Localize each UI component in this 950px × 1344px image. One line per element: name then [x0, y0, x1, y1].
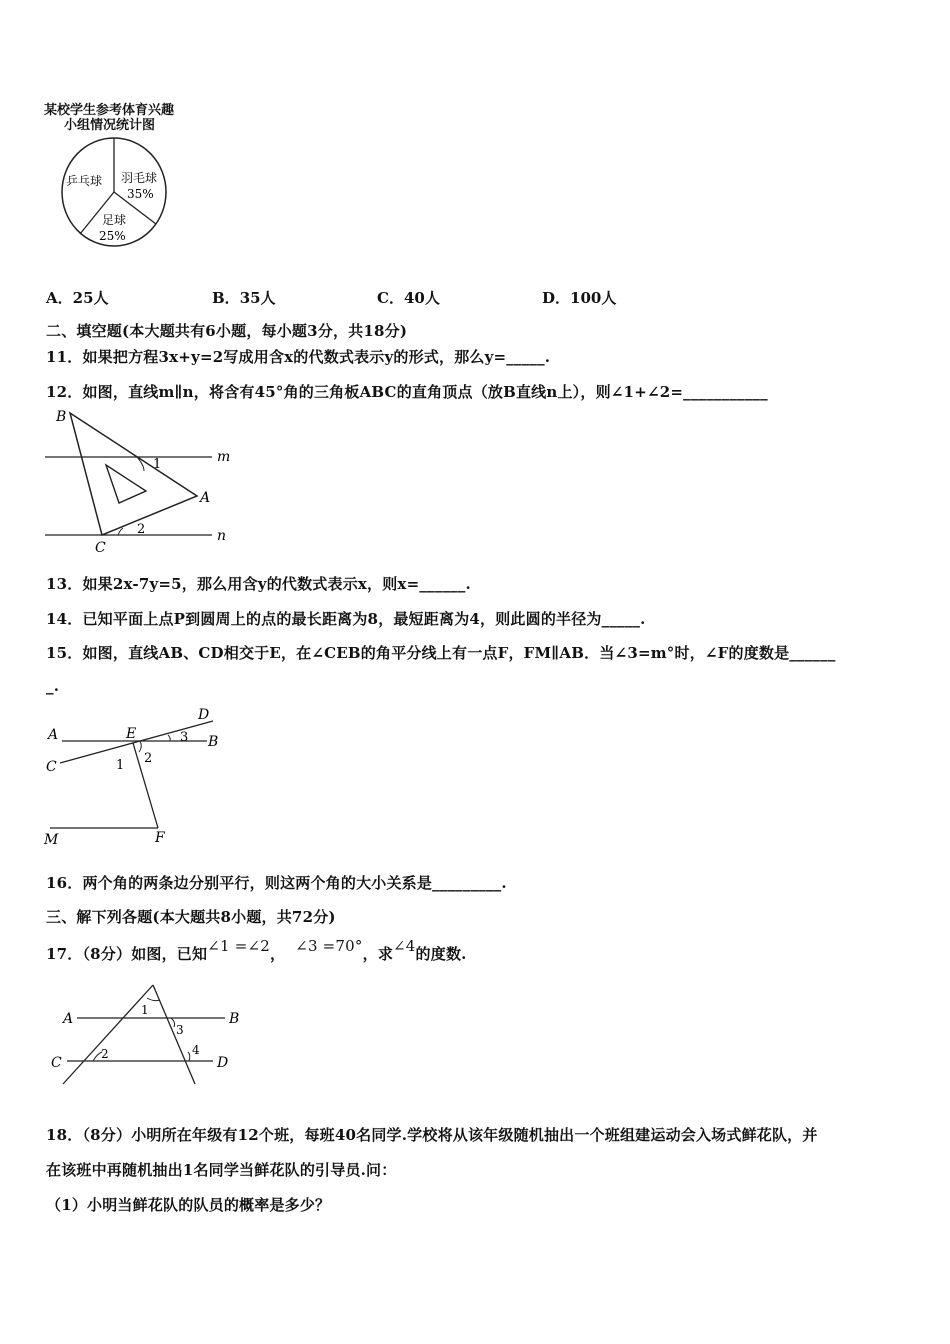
- fig15-label-3: 3: [180, 730, 189, 745]
- pie-slice-percent-badminton: 35%: [127, 187, 154, 201]
- option-a: [46, 287, 109, 308]
- fig17-label-1: 1: [141, 1003, 149, 1017]
- question-12: 12．如图，直线m∥n，将含有45°角的三角板ABC的直角顶点（放B直线n上），则∠1+∠2=___________: [46, 383, 768, 401]
- q17-prefix: 17．（8分）如图，已知: [46, 945, 208, 963]
- fig17-label-c: C: [51, 1055, 62, 1071]
- option-d-letter: D．: [542, 289, 571, 307]
- section2-heading: 二、填空题(本大题共有6小题，每小题3分，共18分): [46, 322, 408, 340]
- figure-17: [45, 980, 245, 1090]
- fig15-label-m: M: [44, 832, 59, 848]
- fig17-angle4-arc: [188, 1052, 190, 1061]
- option-b-letter: B．: [212, 289, 240, 307]
- pie-title-line1: 某校学生参考体育兴趣: [44, 103, 175, 118]
- section3-heading: 三、解下列各题(本大题共8小题，共72分): [46, 908, 336, 926]
- fig17-line-left-transversal: [63, 985, 153, 1084]
- option-d-text: 100人: [570, 289, 617, 307]
- question-16: 16．两个角的两条边分别平行，则这两个角的大小关系是_________.: [46, 874, 507, 892]
- pie-chart: [55, 135, 175, 250]
- fig17-label-d: D: [217, 1055, 229, 1071]
- option-c-text: 40人: [403, 289, 440, 307]
- fig15-label-d: D: [198, 707, 210, 723]
- fig17-angle3-arc: [171, 1018, 175, 1027]
- q17-suffix: 的度数.: [415, 945, 467, 963]
- fig15-label-1: 1: [116, 758, 125, 773]
- fig15-angle3-arc: [168, 735, 170, 741]
- fig15-label-c: C: [46, 759, 57, 775]
- question-18-line1: 18．（8分）小明所在年级有12个班，每班40名同学.学校将从该年级随机抽出一个班组建运动会入场式鲜花队，并: [46, 1126, 818, 1144]
- fig15-label-f: F: [155, 830, 165, 846]
- option-b: [212, 287, 276, 308]
- fig15-label-e: E: [126, 726, 137, 742]
- fig12-label-n: n: [217, 528, 227, 544]
- option-b-text: 35人: [239, 289, 276, 307]
- fig12-label-m: m: [217, 449, 231, 465]
- fig12-label-c: C: [95, 540, 106, 555]
- fig15-label-a: A: [48, 727, 59, 743]
- fig15-angle2-arc: [139, 741, 141, 752]
- question-18-line2: 在该班中再随机抽出1名同学当鲜花队的引导员.问：: [46, 1161, 397, 1179]
- question-11: 11．如果把方程3x+y=2写成用含x的代数式表示y的形式，那么y=_____.: [46, 348, 551, 366]
- q17-sep1: ，: [269, 945, 286, 963]
- fig12-label-b: B: [56, 409, 67, 425]
- pie-slice-label-badminton: 羽毛球: [121, 171, 158, 185]
- fig12-angle2-arc: [118, 528, 123, 535]
- fig17-label-a: A: [63, 1011, 74, 1027]
- pie-slice-label-pingpong: 乒乓球: [66, 174, 103, 188]
- question-15-line1: 15．如图，直线AB、CD相交于E，在∠CEB的角平分线上有一点F，FM∥AB．当∠3=m°时，∠F的度数是______: [46, 644, 836, 662]
- fig15-label-b: B: [208, 734, 219, 750]
- option-c: [377, 287, 440, 308]
- question-18-sub1: （1）小明当鲜花队的队员的概率是多少？: [46, 1196, 331, 1214]
- q17-sep2: ，求: [362, 945, 394, 963]
- figure-15: [40, 703, 240, 853]
- option-d: [542, 287, 616, 308]
- q17-math-angle4: ∠4: [393, 937, 416, 955]
- fig17-label-3: 3: [176, 1023, 184, 1037]
- option-a-text: 25人: [72, 289, 109, 307]
- question-17: [46, 937, 467, 964]
- question-15-line2: _.: [46, 677, 60, 695]
- q17-math-angle1-eq-angle2: ∠1 =∠2: [207, 937, 270, 955]
- fig12-triangle-outer: [70, 413, 197, 535]
- pie-slice-label-football: 足球: [102, 213, 127, 227]
- fig12-label-a: A: [200, 490, 211, 506]
- fig12-label-1: 1: [153, 457, 162, 472]
- fig12-triangle-inner: [106, 465, 146, 503]
- fig12-label-2: 2: [137, 522, 146, 537]
- question-14: 14．已知平面上点P到圆周上的点的最长距离为8，最短距离为4，则此圆的半径为_____.: [46, 610, 646, 628]
- option-c-letter: C．: [377, 289, 404, 307]
- q17-math-angle3: ∠3 =70°: [295, 937, 363, 955]
- question-13: 13．如果2x-7y=5，那么用含y的代数式表示x，则x=______.: [46, 575, 471, 593]
- figure-12: [40, 405, 240, 555]
- option-a-letter: A．: [46, 289, 73, 307]
- fig17-label-b: B: [229, 1011, 240, 1027]
- fig17-label-2: 2: [101, 1047, 109, 1061]
- pie-title-line2: 小组情况统计图: [64, 118, 156, 133]
- fig15-label-2: 2: [144, 751, 153, 766]
- pie-slice-percent-football: 25%: [99, 229, 126, 243]
- fig17-label-4: 4: [192, 1043, 200, 1057]
